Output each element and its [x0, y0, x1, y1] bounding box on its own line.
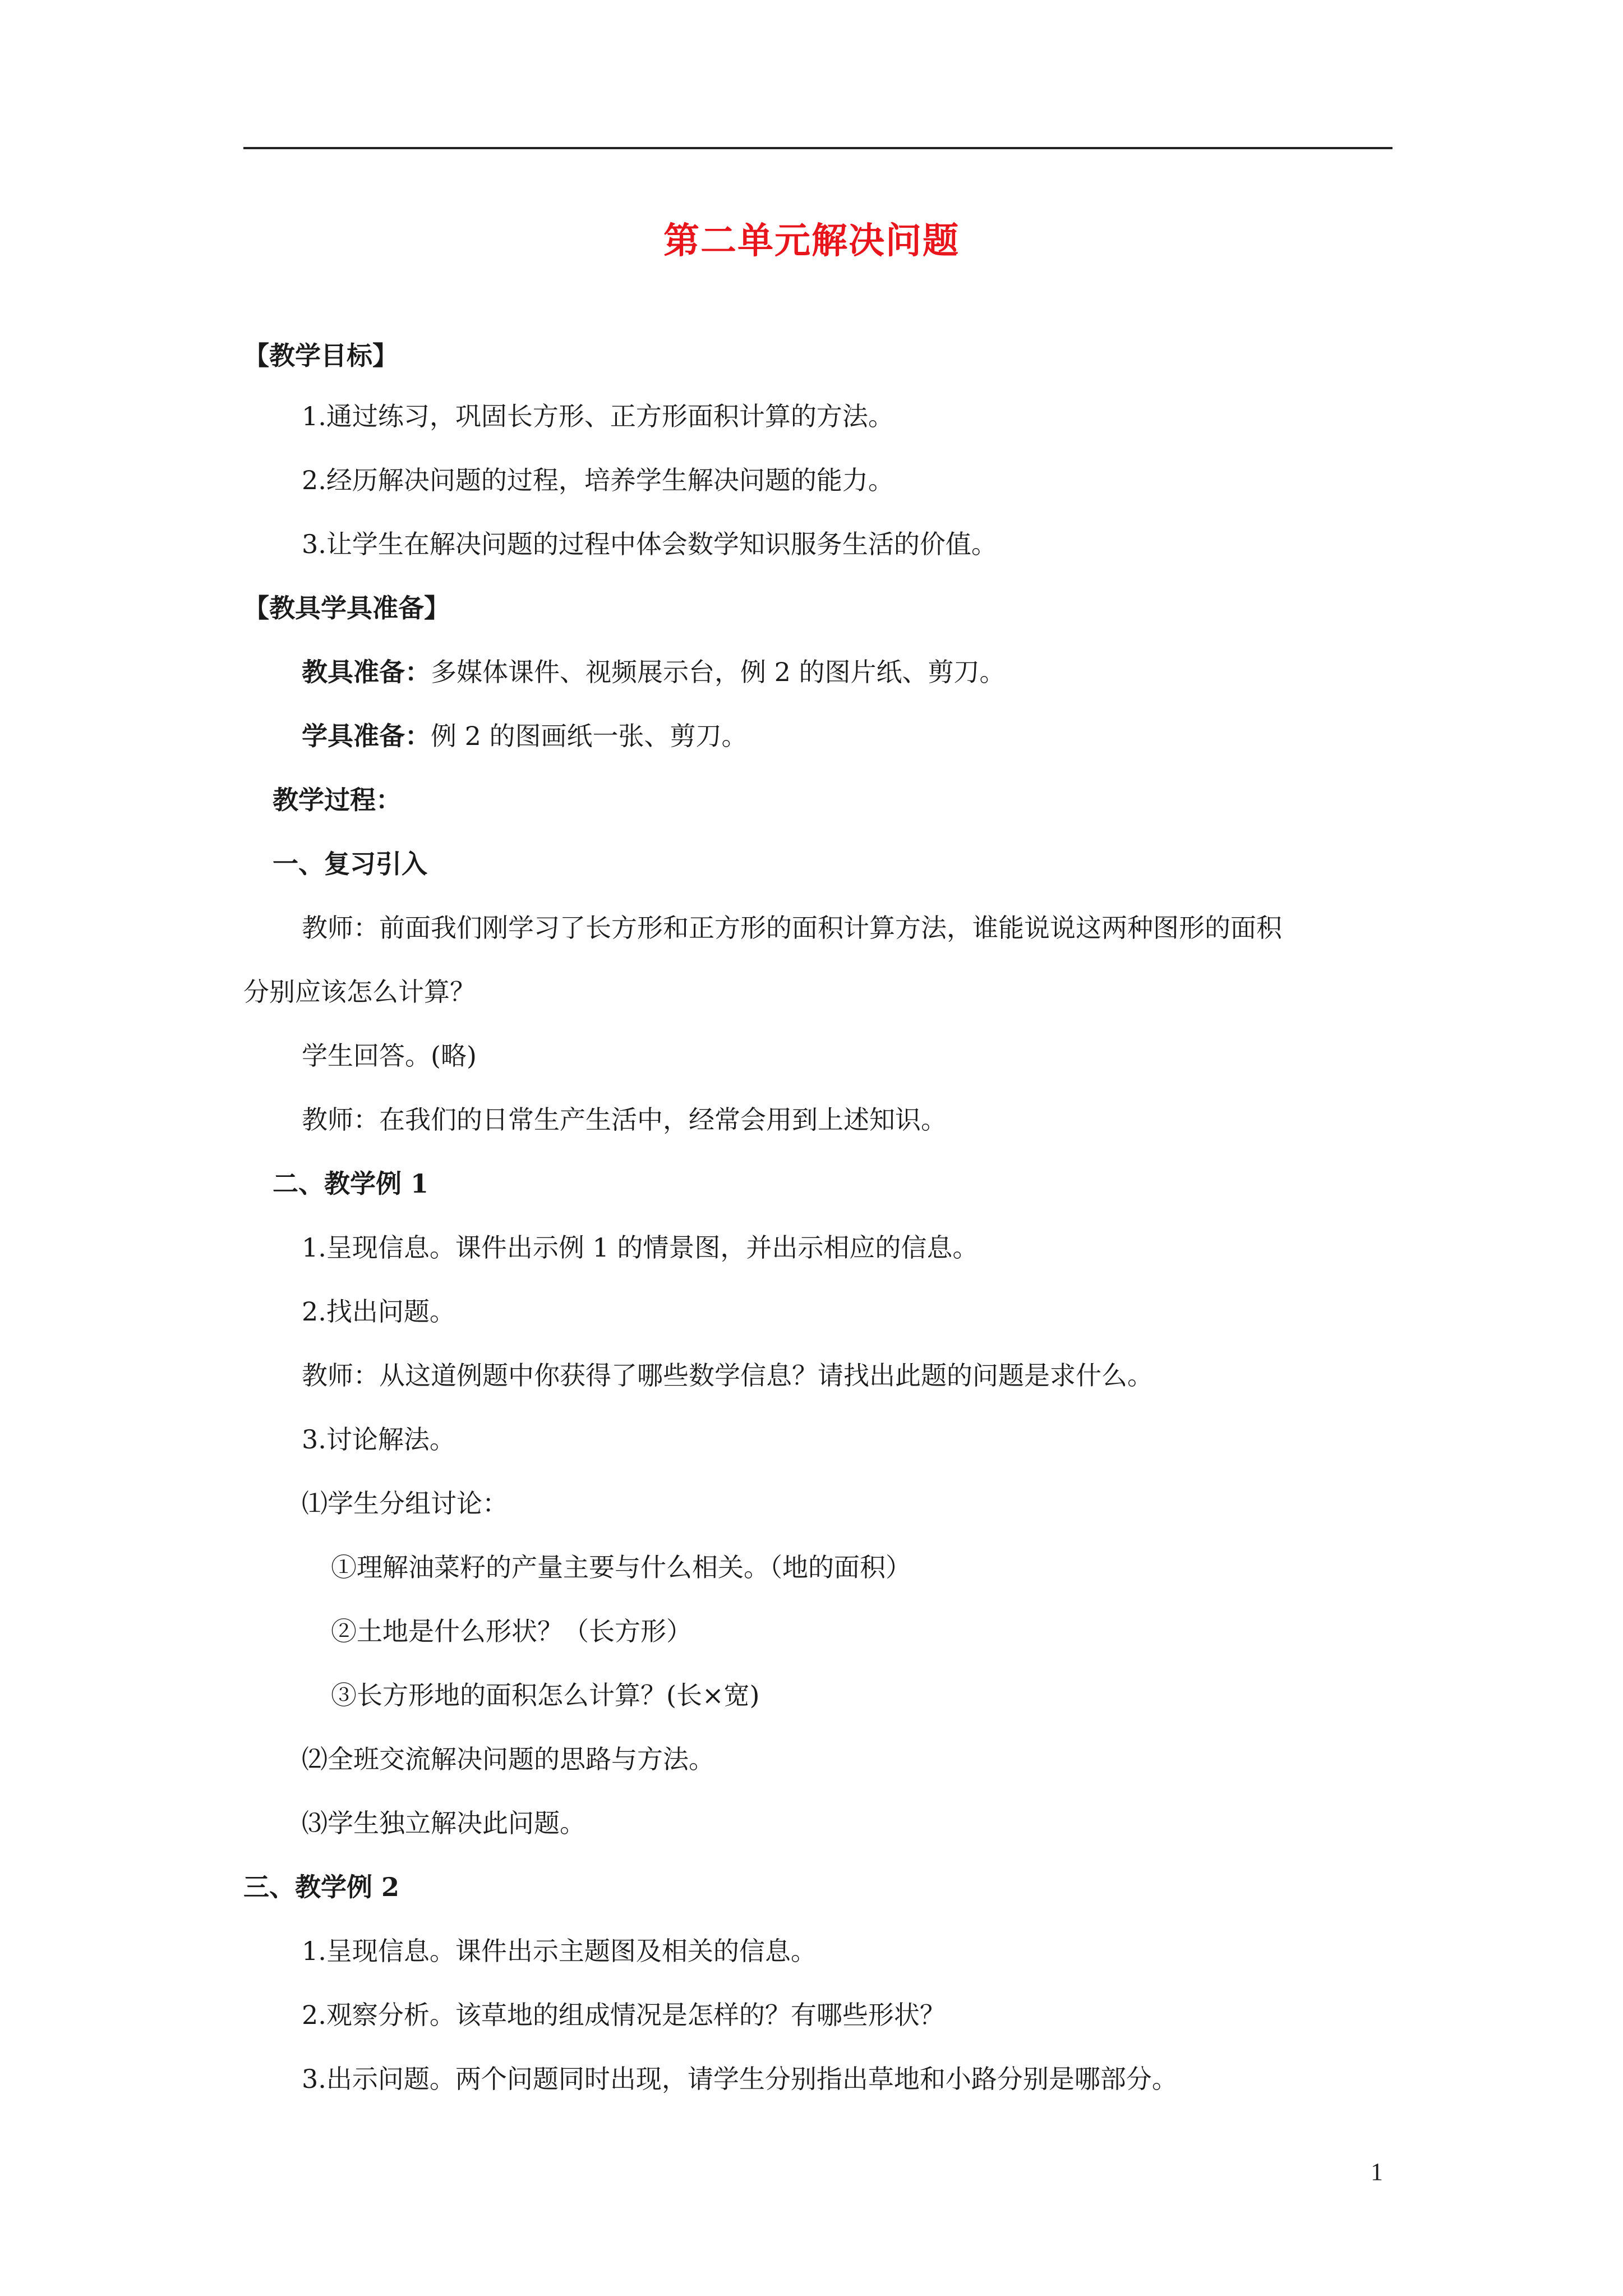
list-item: ③长方形地的面积怎么计算？(长×宽)	[331, 1680, 760, 1710]
objective-item: 1.通过练习，巩固长方形、正方形面积计算的方法。	[302, 401, 894, 431]
list-item: ①理解油菜籽的产量主要与什么相关。（地的面积）	[331, 1552, 911, 1582]
materials-teacher	[302, 655, 1006, 689]
paragraph: ⑵全班交流解决问题的思路与方法。	[302, 1744, 714, 1774]
paragraph: 2.找出问题。	[302, 1296, 455, 1327]
process-heading: 教学过程：	[273, 785, 402, 815]
objective-item: 3.让学生在解决问题的过程中体会数学知识服务生活的价值。	[302, 529, 997, 559]
section-heading-objectives: 【教学目标】	[243, 341, 398, 371]
materials-teacher-label: 教具准备：	[302, 657, 431, 687]
paragraph: ⑶学生独立解决此问题。	[302, 1808, 585, 1838]
materials-student	[302, 719, 748, 753]
paragraph: 2.观察分析。该草地的组成情况是怎样的？有哪些形状？	[302, 2000, 946, 2030]
paragraph: 分别应该怎么计算？	[243, 977, 476, 1007]
page-number: 1	[1371, 2158, 1383, 2185]
paragraph: 教师：前面我们刚学习了长方形和正方形的面积计算方法，谁能说说这两种图形的面积	[302, 913, 1282, 943]
paragraph: ⑴学生分组讨论：	[302, 1488, 508, 1519]
paragraph: 3.出示问题。两个问题同时出现，请学生分别指出草地和小路分别是哪部分。	[302, 2064, 1178, 2094]
materials-student-label: 学具准备：	[302, 721, 431, 751]
objective-item: 2.经历解决问题的过程，培养学生解决问题的能力。	[302, 465, 894, 495]
paragraph: 1.呈现信息。课件出示例 1 的情景图，并出示相应的信息。	[302, 1232, 979, 1263]
paragraph: 教师：从这道例题中你获得了哪些数学信息？请找出此题的问题是求什么。	[302, 1360, 1153, 1391]
paragraph: 教师：在我们的日常生产生活中，经常会用到上述知识。	[302, 1105, 947, 1135]
materials-teacher-text: 多媒体课件、视频展示台，例 2 的图片纸、剪刀。	[431, 657, 1006, 687]
section-heading-review: 一、复习引入	[273, 849, 427, 879]
section-heading-materials: 【教具学具准备】	[243, 593, 450, 623]
materials-student-text: 例 2 的图画纸一张、剪刀。	[431, 721, 748, 751]
paragraph: 1.呈现信息。课件出示主题图及相关的信息。	[302, 1936, 817, 1966]
paragraph: 学生回答。(略)	[302, 1041, 477, 1071]
section-heading-example-2: 三、教学例 2	[243, 1872, 400, 1902]
section-heading-example-1: 二、教学例 1	[273, 1168, 429, 1199]
list-item: ②土地是什么形状？（长方形）	[331, 1616, 692, 1646]
page-title: 第二单元解决问题	[663, 220, 960, 262]
paragraph: 3.讨论解法。	[302, 1424, 455, 1455]
header-rule	[243, 147, 1393, 149]
